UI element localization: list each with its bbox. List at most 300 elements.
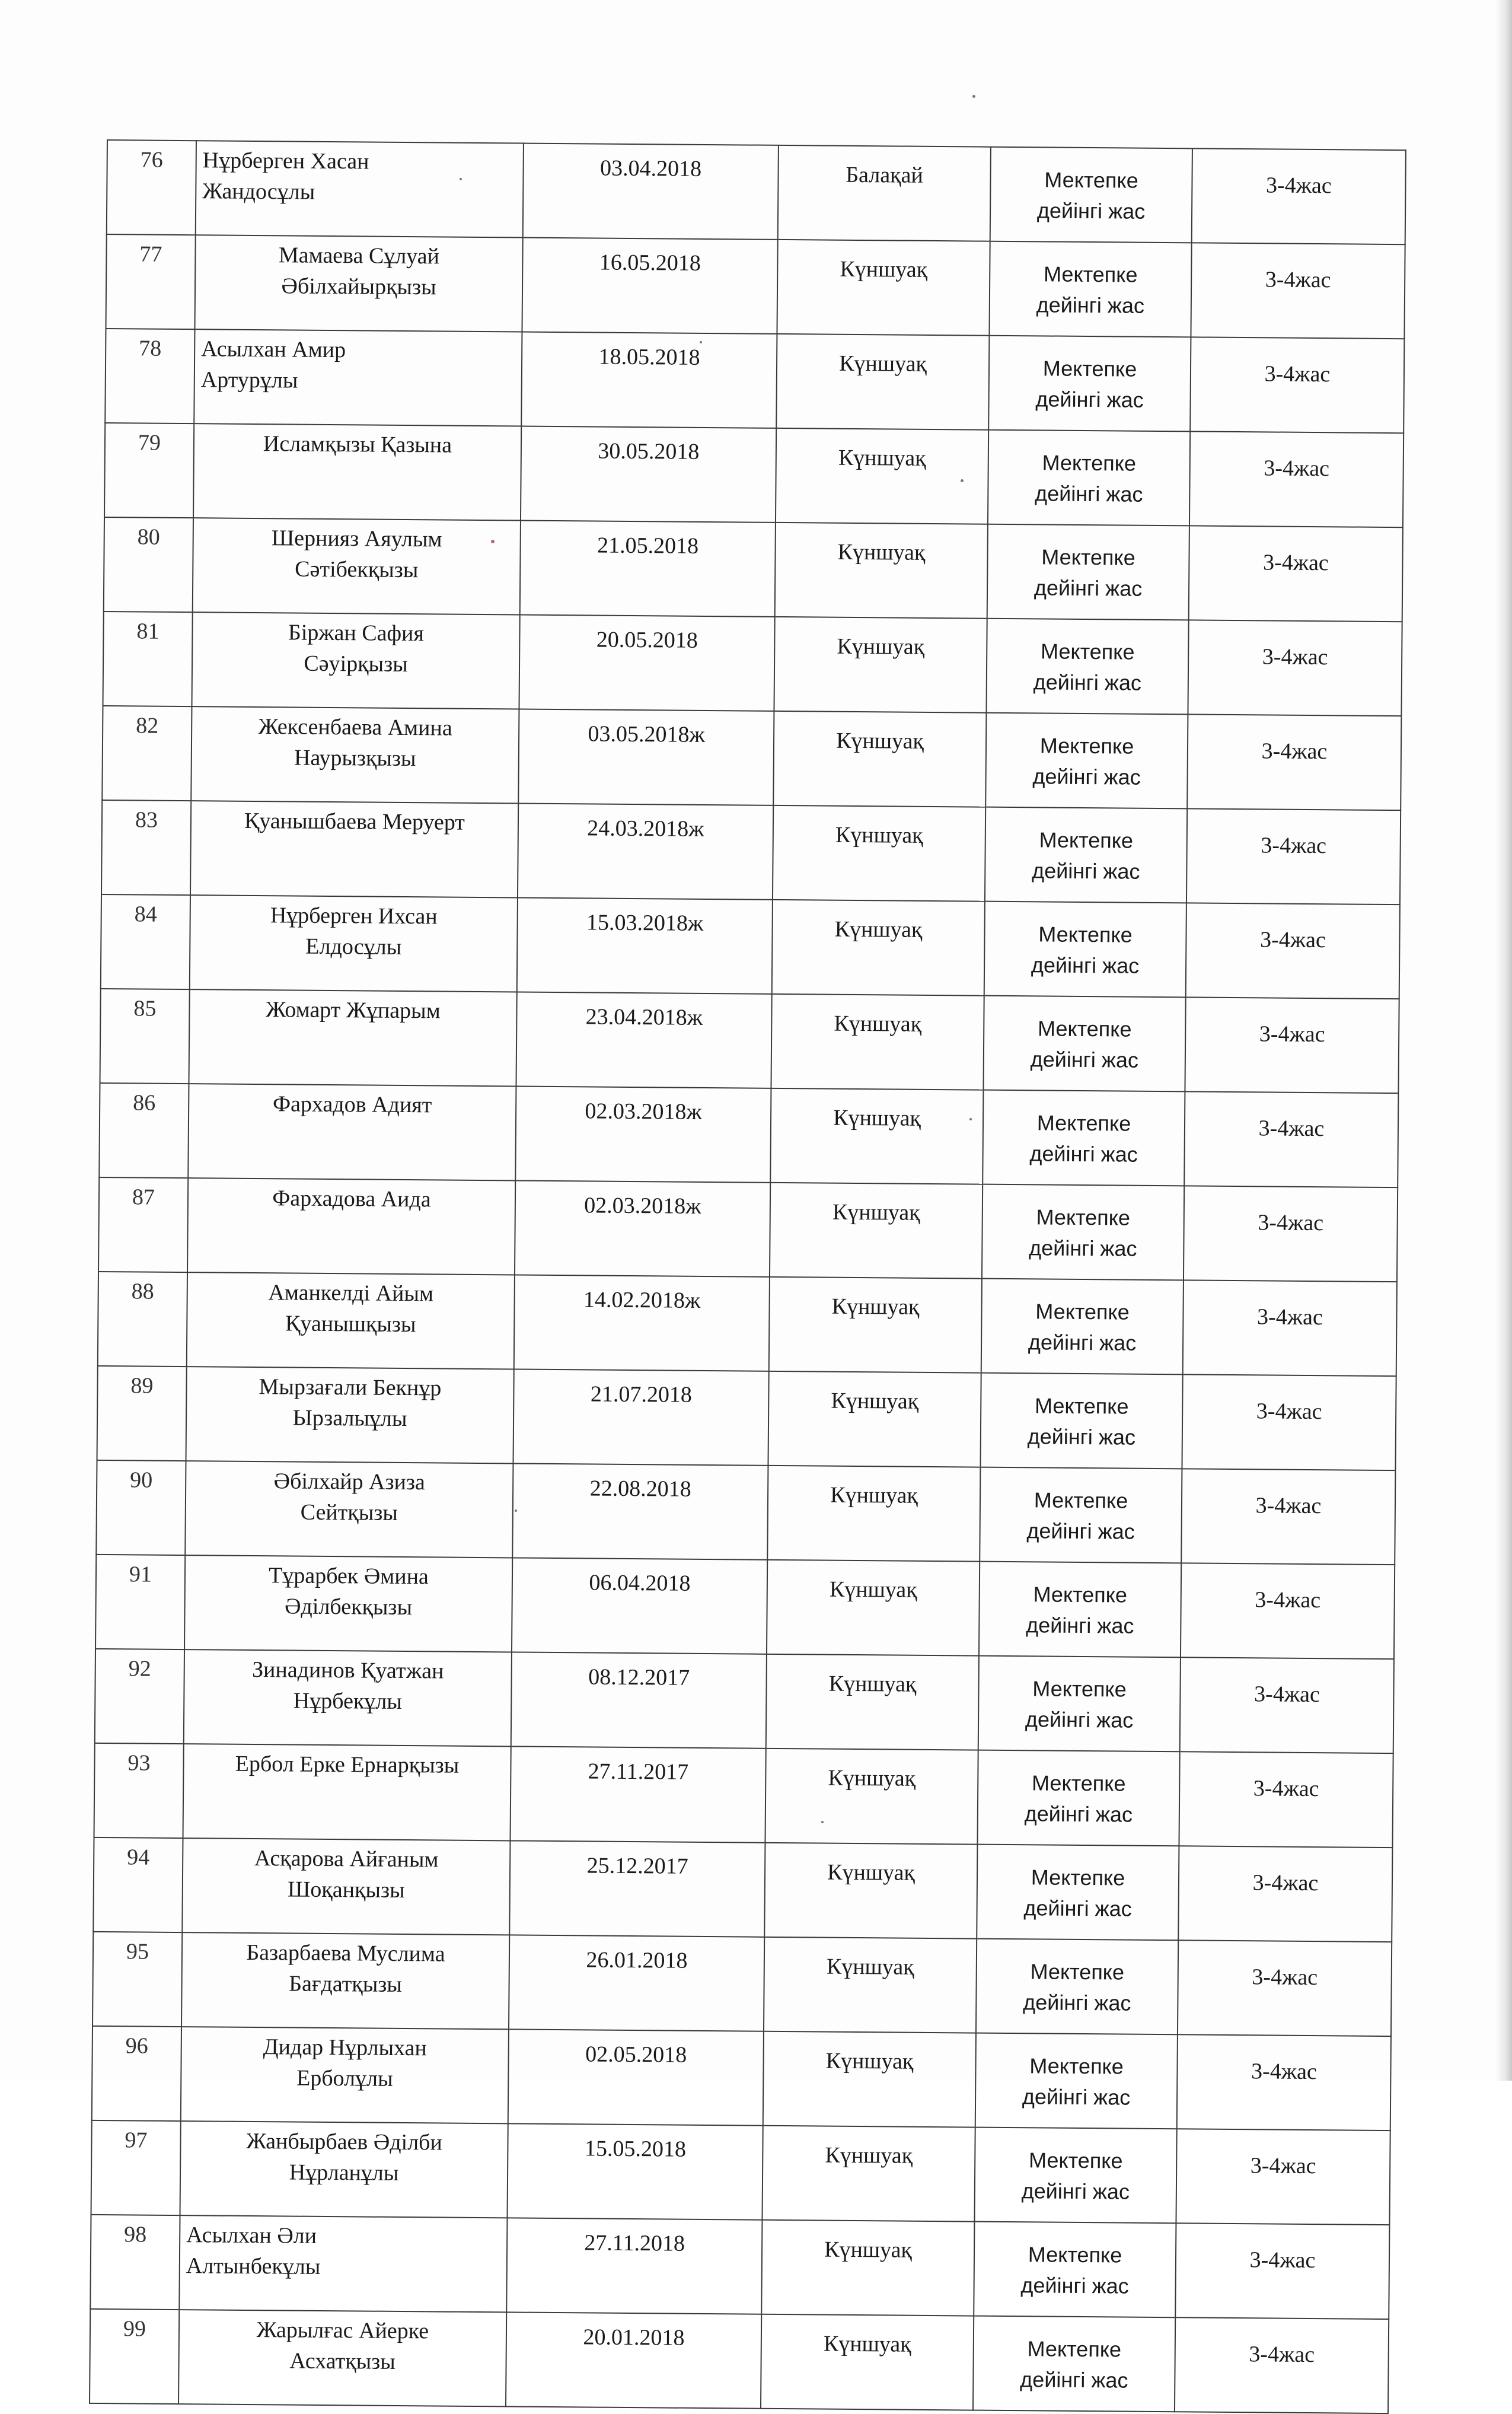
kindergarten-cell [767,1560,980,1656]
child-name-text: Фархадов Адият [272,1091,432,1118]
age-group-text: Мектепке дейінгі жас [1030,1016,1139,1072]
child-name-text: Шернияз Аяулым Сәтібекқызы [271,526,442,583]
child-name-cell [194,329,522,426]
age-range-text: 3-4жас [1253,1776,1319,1802]
child-name-text: Мамаева Сұлуай Әбілхайырқызы [278,243,440,300]
child-name-cell [193,518,521,614]
row-number-text: 84 [134,902,157,927]
row-number-text: 96 [125,2033,148,2059]
kindergarten-cell [778,145,991,241]
row-number-text: 86 [133,1090,156,1116]
child-name-cell [180,2121,508,2218]
birth-date-text: 22.08.2018 [589,1476,691,1502]
row-number-text: 80 [137,524,160,550]
row-number-cell [97,1366,187,1461]
kindergarten-cell [761,2220,974,2316]
child-name-text: Тұрарбек Әмина Әділбекқызы [268,1563,429,1620]
birth-date-cell [518,709,774,805]
age-group-cell [974,2128,1176,2224]
birth-date-cell [512,1558,767,1654]
age-group-text: Мектепке дейінгі жас [1023,1865,1132,1921]
birth-date-text: 20.05.2018 [596,627,698,653]
birth-date-cell [517,897,773,993]
row-number-cell [90,2309,179,2404]
row-number-cell [103,612,192,706]
kindergarten-text: Күншуақ [827,1859,916,1886]
age-group-cell [986,619,1188,715]
age-group-text: Мектепке дейінгі жас [1020,2242,1129,2298]
table-row [95,1555,1395,1659]
kindergarten-text: Күншуақ [829,1577,917,1603]
birth-date-text: 21.05.2018 [596,533,699,559]
kindergarten-cell [775,523,988,619]
kindergarten-cell [774,617,987,713]
kindergarten-cell [772,900,985,996]
age-range-cell [1176,2129,1390,2225]
kindergarten-text: Күншуақ [832,1199,920,1225]
age-group-text: Мектепке дейінгі жас [1026,1582,1134,1638]
age-group-cell [981,1279,1184,1375]
age-range-text: 3-4жас [1251,2059,1317,2085]
kindergarten-text: Күншуақ [840,256,928,282]
age-range-text: 3-4жас [1252,1870,1319,1896]
birth-date-text: 02.03.2018ж [585,1098,702,1125]
row-number-cell [100,989,190,1084]
kindergarten-text: Күншуақ [837,633,925,660]
row-number-cell [99,1083,189,1178]
child-name-cell [190,895,518,992]
row-number-text: 95 [126,1939,149,1964]
birth-date-cell [509,1840,765,1937]
age-range-text: 3-4жас [1252,1964,1318,1991]
row-number-text: 98 [124,2222,147,2247]
table-row [101,800,1401,905]
birth-date-text: 16.05.2018 [599,250,701,276]
age-group-text: Мектепке дейінгі жас [1028,1299,1137,1355]
birth-date-text: 15.05.2018 [584,2136,687,2162]
birth-date-text: 02.05.2018 [585,2042,687,2068]
table-row [90,2309,1389,2413]
row-number-text: 81 [136,619,160,644]
row-number-text: 89 [130,1373,154,1399]
age-range-text: 3-4жас [1249,2247,1316,2273]
age-group-cell [976,1939,1178,2035]
birth-date-cell [521,332,777,428]
birth-date-cell [506,2312,761,2408]
child-name-cell [186,1367,514,1463]
child-name-text: Қуанышбаева Меруерт [244,808,465,835]
age-range-text: 3-4жас [1255,1493,1322,1519]
child-name-text: Асқарова Айғаным Шоқанқызы [254,1846,439,1903]
age-range-cell [1185,997,1399,1093]
row-number-cell [95,1649,184,1744]
age-group-cell [984,902,1186,998]
child-name-cell [191,706,519,803]
age-range-cell [1178,1846,1392,1942]
age-group-cell [974,2222,1176,2318]
age-range-text: 3-4жас [1256,1399,1322,1425]
age-group-cell [979,1562,1181,1658]
child-name-text: Аманкелді Айым Қуанышқызы [268,1280,434,1337]
birth-date-cell [515,1180,770,1276]
kindergarten-text: Күншуақ [831,1294,920,1320]
birth-date-text: 03.05.2018ж [588,721,705,747]
kindergarten-cell [769,1277,982,1373]
age-range-cell [1181,1563,1395,1659]
kindergarten-text: Күншуақ [839,351,927,377]
kindergarten-text: Күншуақ [836,728,924,754]
age-range-cell [1187,714,1401,810]
age-group-cell [988,336,1191,432]
age-group-text: Мектепке дейінгі жас [1022,2053,1131,2110]
row-number-text: 97 [125,2128,148,2153]
birth-date-text: 21.07.2018 [590,1381,693,1407]
age-group-cell [987,524,1189,620]
age-group-cell [990,147,1192,243]
child-name-cell [187,1272,515,1369]
age-group-text: Мектепке дейінгі жас [1032,733,1141,789]
child-name-cell [187,1178,515,1275]
row-number-text: 79 [138,430,161,456]
age-range-text: 3-4жас [1249,2342,1315,2368]
child-name-cell [185,1461,513,1558]
birth-date-text: 30.05.2018 [598,438,700,464]
row-number-cell [90,2215,180,2310]
table-row [93,1837,1392,1942]
age-group-cell [980,1467,1182,1563]
kindergarten-cell [773,805,985,902]
child-name-cell [178,2310,506,2406]
table-row [106,234,1405,339]
row-number-cell [91,2120,181,2215]
age-group-cell [983,1090,1185,1186]
row-number-cell [92,2026,181,2121]
age-range-cell [1181,1469,1395,1565]
child-name-text: Жексенбаева Амина Наурызқызы [258,714,452,772]
kindergarten-cell [763,2031,976,2128]
child-name-cell [181,1932,509,2029]
age-group-text: Мектепке дейінгі жас [1035,450,1143,507]
age-range-cell [1184,1186,1398,1282]
child-name-text: Фархадова Аида [272,1186,431,1212]
child-name-cell [188,1084,516,1180]
table-row [102,706,1401,810]
age-group-text: Мектепке дейінгі жас [1033,544,1143,601]
age-range-cell [1188,620,1402,716]
age-group-text: Мектепке дейінгі жас [1029,1205,1137,1261]
table-row [98,1272,1397,1376]
kindergarten-cell [764,1937,977,2033]
age-range-cell [1186,808,1401,905]
row-number-cell [105,329,194,423]
child-name-cell [184,1649,512,1746]
kindergarten-text: Күншуақ [828,1671,917,1697]
row-number-cell [101,894,190,989]
kindergarten-text: Күншуақ [823,2331,911,2357]
birth-date-text: 18.05.2018 [598,344,700,370]
scan-speck [972,95,975,98]
row-number-cell [106,234,195,329]
age-group-text: Мектепке дейінгі жас [1026,1488,1135,1544]
row-number-cell [98,1272,187,1367]
age-group-text: Мектепке дейінгі жас [1033,639,1142,695]
age-group-text: Мектепке дейінгі жас [1035,356,1144,412]
birth-date-cell [507,2123,763,2219]
age-range-text: 3-4жас [1256,1304,1323,1330]
age-range-cell [1180,1657,1394,1753]
age-group-text: Мектепке дейінгі жас [1029,1110,1138,1167]
birth-date-cell [521,426,776,523]
kindergarten-text: Күншуақ [824,2237,913,2263]
age-range-text: 3-4жас [1265,267,1331,293]
age-range-cell [1175,2317,1389,2413]
age-range-cell [1177,2034,1391,2130]
child-name-text: Асылхан Әли Алтынбекұлы [186,2222,321,2279]
scan-shadow-edge [1495,0,1512,2081]
age-range-cell [1183,1280,1397,1376]
table-row [95,1649,1394,1753]
table-row [96,1460,1395,1565]
age-range-text: 3-4жас [1262,644,1328,670]
age-range-text: 3-4жас [1262,550,1329,576]
table-row [101,894,1400,999]
roster-body [90,140,1406,2413]
birth-date-cell [511,1652,767,1748]
kindergarten-cell [768,1371,981,1467]
child-name-cell [194,235,522,332]
row-number-text: 85 [133,996,157,1021]
child-name-text: Исламқызы Қазына [263,431,452,458]
birth-date-text: 14.02.2018ж [583,1287,701,1313]
kindergarten-text: Күншуақ [834,1011,922,1037]
birth-date-cell [512,1463,768,1559]
birth-date-text: 25.12.2017 [586,1853,688,1879]
birth-date-text: 08.12.2017 [588,1664,690,1690]
kindergarten-cell [770,1088,983,1184]
child-name-text: Әбілхайр Азиза Сейтқызы [273,1469,425,1526]
age-range-cell [1190,337,1404,433]
age-range-cell [1189,526,1403,622]
row-number-cell [98,1177,188,1272]
age-range-text: 3-4жас [1265,173,1332,199]
age-group-text: Мектепке дейінгі жас [1023,1959,1131,2015]
child-name-text: Мырзағали Бекнұр Ырзалыұлы [259,1374,442,1432]
age-range-cell [1191,243,1405,339]
age-group-cell [982,1184,1184,1281]
child-name-cell [196,141,524,237]
kindergarten-cell [761,2314,974,2410]
child-name-cell [184,1555,512,1652]
age-range-text: 3-4жас [1255,1587,1321,1613]
birth-date-cell [506,2218,762,2314]
row-number-cell [95,1555,185,1649]
age-group-text: Мектепке дейінгі жас [1020,2336,1128,2393]
kindergarten-cell [770,1183,983,1279]
kindergarten-cell [777,240,990,336]
birth-date-text: 15.03.2018ж [586,910,704,936]
birth-date-text: 26.01.2018 [586,1947,688,1973]
birth-date-text: 02.03.2018ж [584,1193,701,1219]
child-name-text: Нұрберген Ихсан Елдосұлы [270,903,438,960]
age-group-text: Мектепке дейінгі жас [1032,827,1140,884]
child-name-text: Жанбырбаев Әділби Нұрланұлы [246,2128,442,2186]
birth-date-text: 03.04.2018 [599,155,702,181]
row-number-text: 91 [129,1562,152,1587]
kindergarten-text: Күншуақ [825,2048,914,2074]
age-range-text: 3-4жас [1261,738,1328,765]
age-group-text: Мектепке дейінгі жас [1036,167,1146,224]
row-number-cell [104,517,193,612]
birth-date-cell [508,2029,764,2125]
age-range-cell [1189,431,1403,527]
table-row [97,1366,1396,1470]
kindergarten-text: Күншуақ [831,1388,919,1414]
child-name-cell [192,612,519,709]
child-name-text: Базарбаева Муслима Бағдатқызы [246,1940,445,1998]
row-number-cell [92,1932,182,2027]
kindergarten-text: Күншуақ [825,2142,913,2168]
age-range-text: 3-4жас [1253,1681,1320,1708]
child-name-text: Жарылғас Айерке Асхатқызы [256,2317,429,2374]
birth-date-text: 27.11.2018 [584,2230,685,2256]
age-group-text: Мектепке дейінгі жас [1031,922,1140,978]
age-group-cell [985,807,1187,903]
age-group-cell [977,1845,1179,1941]
row-number-text: 90 [130,1467,153,1493]
birth-date-cell [519,614,774,711]
birth-date-cell [518,803,773,899]
table-row [94,1743,1393,1848]
child-name-cell [182,1838,510,1935]
child-name-cell [190,801,518,897]
kindergarten-cell [776,428,988,524]
birth-date-cell [515,1086,771,1182]
birth-date-cell [510,1746,765,1842]
kindergarten-cell [764,1843,977,1939]
row-number-cell [104,423,194,518]
age-range-text: 3-4жас [1259,1021,1325,1047]
birth-date-cell [523,144,779,240]
kindergarten-text: Күншуақ [834,916,923,942]
kindergarten-text: Күншуақ [838,445,926,471]
row-number-cell [94,1743,184,1838]
age-group-cell [973,2316,1175,2412]
age-group-cell [983,996,1185,1092]
age-range-text: 3-4жас [1259,927,1326,953]
child-name-cell [193,423,521,520]
table-row [99,1083,1398,1187]
kindergarten-cell [762,2126,975,2222]
age-group-cell [978,1656,1181,1752]
birth-date-text: 24.03.2018ж [587,816,704,842]
age-group-text: Мектепке дейінгі жас [1036,262,1145,318]
table-row [107,140,1406,244]
table-row [90,2215,1389,2319]
kindergarten-cell [766,1654,979,1750]
age-range-cell [1184,1091,1398,1187]
birth-date-cell [514,1275,770,1371]
age-range-cell [1186,903,1400,999]
birth-date-cell [509,1935,764,2031]
kindergarten-text: Күншуақ [835,822,923,848]
birth-date-cell [516,992,771,1088]
row-number-cell [102,706,192,801]
row-number-text: 83 [135,807,158,833]
age-range-text: 3-4жас [1264,456,1330,482]
row-number-text: 92 [128,1656,151,1681]
row-number-cell [93,1837,183,1932]
birth-date-text: 06.04.2018 [589,1570,691,1596]
table-row [105,329,1404,433]
children-roster-table [89,139,1406,2414]
table-row [100,989,1399,1093]
child-name-cell [183,1744,511,1840]
row-number-text: 76 [140,147,163,173]
age-range-cell [1178,1940,1392,2036]
age-range-text: 3-4жас [1258,1116,1325,1142]
kindergarten-cell [767,1466,980,1562]
age-group-cell [975,2033,1178,2129]
kindergarten-cell [776,334,989,430]
birth-date-text: 27.11.2017 [588,1759,689,1785]
birth-date-cell [513,1369,768,1465]
child-name-cell [189,989,516,1086]
birth-date-cell [522,238,777,334]
age-range-cell [1192,148,1406,244]
age-group-text: Мектепке дейінгі жас [1024,1770,1133,1827]
table-row [104,423,1403,527]
age-group-cell [985,713,1188,809]
child-name-text: Жомарт Жұпарым [266,997,441,1024]
kindergarten-text: Күншуақ [826,1954,914,1980]
age-range-cell [1182,1374,1396,1470]
table-row [103,612,1402,716]
age-group-text: Мектепке дейінгі жас [1025,1676,1134,1733]
row-number-text: 88 [131,1279,154,1304]
child-name-cell [179,2215,507,2312]
age-range-text: 3-4жас [1250,2153,1316,2179]
birth-date-text: 23.04.2018ж [585,1004,703,1030]
birth-date-text: 20.01.2018 [583,2324,685,2351]
age-group-text: Мектепке дейінгі жас [1027,1393,1136,1450]
age-group-cell [980,1373,1182,1469]
kindergarten-text: Күншуақ [828,1765,916,1791]
kindergarten-text: Күншуақ [833,1105,921,1131]
kindergarten-text: Балақай [846,162,923,188]
table-row [104,517,1403,622]
child-name-text: Асылхан Амир Артурұлы [200,336,346,393]
age-group-cell [977,1750,1179,1846]
kindergarten-cell [771,994,984,1090]
kindergarten-cell [773,711,986,807]
table-row [92,1932,1392,2036]
age-range-text: 3-4жас [1264,361,1331,387]
row-number-text: 87 [132,1184,155,1210]
child-name-text: Ербол Ерке Ернарқызы [235,1751,460,1778]
row-number-text: 82 [136,713,159,738]
row-number-cell [96,1460,186,1555]
child-name-cell [181,2027,509,2123]
row-number-text: 99 [123,2316,146,2342]
birth-date-cell [520,521,776,617]
age-group-cell [989,241,1191,337]
age-group-cell [988,430,1190,526]
row-number-text: 78 [139,336,162,361]
child-name-text: Дидар Нұрлыхан Ерболұлы [263,2034,427,2091]
table-row [98,1177,1398,1282]
row-number-cell [107,140,196,235]
table-row [91,2120,1390,2225]
